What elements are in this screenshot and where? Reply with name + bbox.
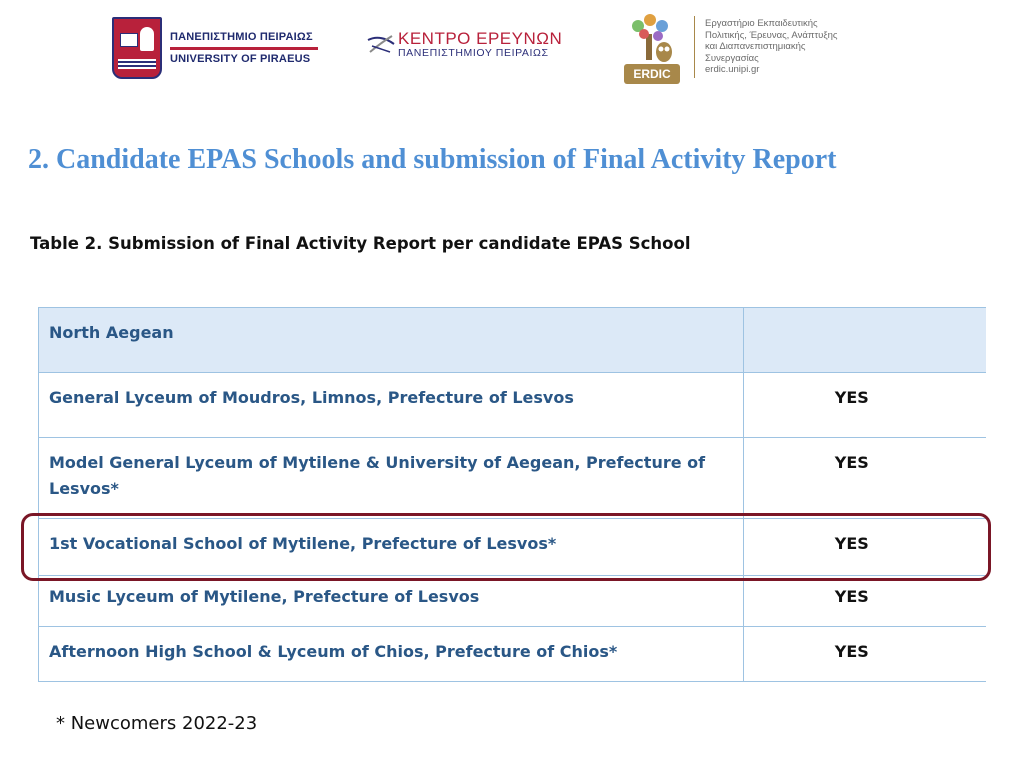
report-table	[38, 307, 986, 682]
school-name: Music Lyceum of Mytilene, Prefecture of Lesvos	[39, 576, 744, 627]
report-status: YES	[743, 373, 986, 438]
header	[0, 0, 1024, 100]
table-row	[39, 373, 987, 438]
region-row	[39, 308, 987, 373]
erdic-description: Εργαστήριο Εκπαιδευτικής Πολιτικής, Έρευνας, Ανάπτυξης και Διαπανεπιστημιακής Συνεργασίας erdic.unipi.gr	[705, 18, 838, 76]
research-centre-swoosh-icon	[366, 32, 396, 58]
school-name: 1st Vocational School of Mytilene, Prefecture of Lesvos*	[39, 519, 744, 576]
region-status-cell	[743, 308, 986, 373]
school-name: General Lyceum of Moudros, Limnos, Prefecture of Lesvos	[39, 373, 744, 438]
university-name-english: UNIVERSITY OF PIRAEUS	[170, 53, 311, 65]
university-of-piraeus-logo	[112, 16, 318, 80]
section-heading: 2. Candidate EPAS Schools and submission of Final Activity Report	[28, 144, 837, 175]
research-centre-subtitle: ΠΑΝΕΠΙΣΤΗΜΙΟΥ ΠΕΙΡΑΙΩΣ	[398, 47, 549, 59]
footnote: * Newcomers 2022-23	[56, 713, 258, 734]
research-centre-title: ΚΕΝΤΡΟ ΕΡΕΥΝΩΝ	[398, 29, 563, 48]
table-caption: Table 2. Submission of Final Activity Report per candidate EPAS School	[30, 234, 691, 253]
university-shield-icon	[112, 17, 162, 79]
table-row-highlighted	[39, 519, 987, 576]
report-status: YES	[743, 438, 986, 519]
table-row	[39, 438, 987, 519]
region-name: North Aegean	[39, 308, 744, 373]
school-name: Model General Lyceum of Mytilene & University of Aegean, Prefecture of Lesvos*	[39, 438, 744, 519]
school-name: Afternoon High School & Lyceum of Chios, Prefecture of Chios*	[39, 627, 744, 682]
table-row	[39, 627, 987, 682]
erdic-website: erdic.unipi.gr	[705, 64, 760, 76]
table-row	[39, 576, 987, 627]
erdic-logo	[620, 12, 837, 84]
report-status: YES	[743, 627, 986, 682]
erdic-badge: ERDIC	[624, 64, 680, 84]
university-name-greek: ΠΑΝΕΠΙΣΤΗΜΙΟ ΠΕΙΡΑΙΩΣ	[170, 31, 313, 43]
tree-owl-icon	[620, 12, 682, 71]
report-status: YES	[743, 576, 986, 627]
research-centre-logo	[366, 30, 562, 59]
report-status: YES	[743, 519, 986, 576]
